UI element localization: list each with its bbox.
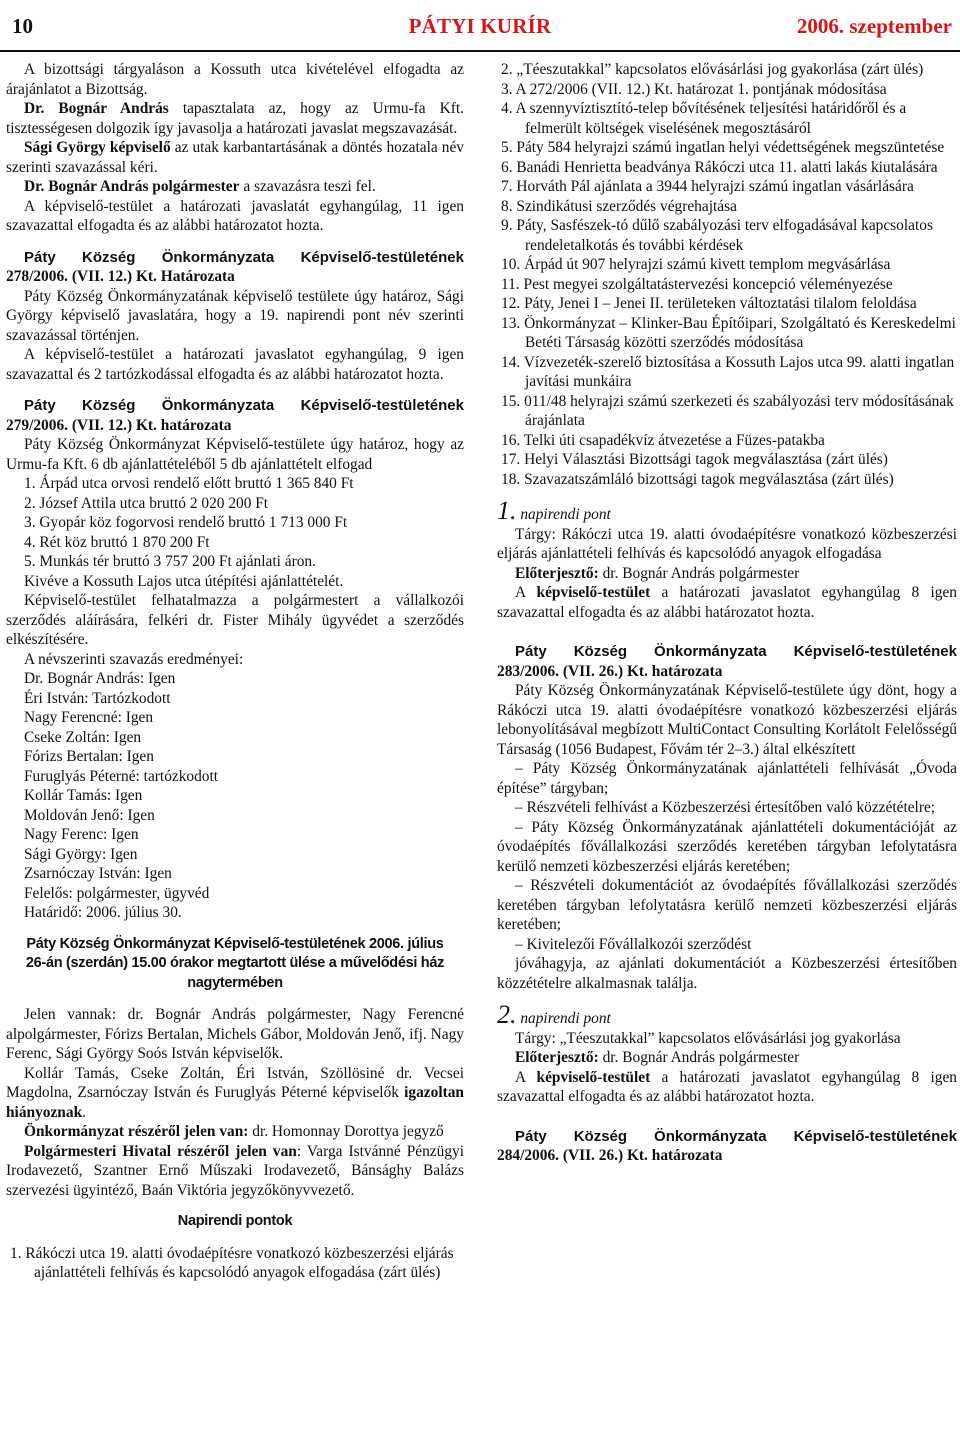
paragraph: Dr. Bognár András polgármester a szavazásra teszi fel. bbox=[24, 178, 376, 195]
paragraph: Sági György képviselő az utak karbantartásának a döntés hozatala név szerinti szavazással kéri. bbox=[6, 139, 465, 176]
vote-line: Fórizs Bertalan: Igen bbox=[24, 748, 154, 765]
left-column bbox=[6, 60, 464, 1283]
offer-item: 5. Munkás tér bruttó 3 757 200 Ft ajánlati áron. bbox=[24, 553, 316, 570]
agenda-item: 3. A 272/2006 (VII. 12.) Kt. határozat 1. pontjának módosítása bbox=[501, 80, 887, 98]
agenda-item: 13. Önkormányzat – Klinker-Bau Építőipari, Szolgáltató és Kereskedelmi Betéti Társaság közötti szerződés módosítása bbox=[501, 314, 956, 351]
vote-line: Nagy Ferenc: Igen bbox=[24, 826, 139, 843]
newspaper-title: PÁTYI KURÍR bbox=[408, 14, 552, 38]
attendance-office: Polgármesteri Hivatal részéről jelen van: Varga Istvánné Pénzügyi Irodavezető, Szantner Ernő Műszaki Irodavezető, Bánsághy Balázs szervezési ügyintéző, Baán Viktória jegyzőkönyvvezető. bbox=[6, 1142, 464, 1199]
resolution-item: – Részvételi dokumentációt az óvodaépítés fővállalkozási szerződés keretében tárgyban lefolytatásra kerülő nemzeti közbeszerzési eljárás keretében; bbox=[497, 877, 957, 933]
agenda-item: 10. Árpád út 907 helyrajzi számú kivett templom megvásárlása bbox=[501, 256, 891, 273]
agenda-item: 6. Banádi Henrietta beadványa Rákóczi utca 11. alatti lakás kiutalására bbox=[501, 158, 938, 176]
vote-line: Dr. Bognár András: Igen bbox=[24, 670, 176, 687]
deadline: Határidő: 2006. július 30. bbox=[24, 904, 182, 921]
agenda-heading-2: 2. napirendi pont bbox=[497, 1000, 611, 1029]
issue-date: 2006. szeptember bbox=[796, 14, 952, 38]
resolution-number: 284/2006. (VII. 26.) Kt. határozata bbox=[497, 1147, 723, 1164]
vote-line: Nagy Ferencné: Igen bbox=[24, 709, 154, 726]
vote-line: Zsarnóczay István: Igen bbox=[24, 865, 172, 882]
meeting-title: Páty Község Önkormányzat Képviselő-testületének 2006. július 26-án (szerdán) 15.00 órakor megtartott ülése a művelődési ház nagytermében bbox=[25, 935, 445, 991]
paragraph: Képviselő-testület felhatalmazza a polgármestert a vállalkozói szerződés aláírására, felkéri dr. Fister Mihály ügyvédet a szerződés elkészítésére. bbox=[6, 592, 464, 648]
resolution-text: jóváhagyja, az ajánlati dokumentációt a Közbeszerzési értesítőben közzétételre alkalmasnak találja. bbox=[497, 955, 957, 992]
offer-item: 4. Rét köz bruttó 1 870 200 Ft bbox=[24, 533, 210, 551]
header-rule bbox=[0, 50, 960, 52]
agenda-heading-1: 1. napirendi pont bbox=[497, 496, 611, 525]
attendance-present: Jelen vannak: dr. Bognár András polgármester, Nagy Ferencné alpolgármester, Fórizs Bertalan, Michels Gábor, Moldován Jenő, ifj. Nagy Ferenc, Sági György Soós István képviselők. bbox=[6, 1006, 464, 1062]
vote-result: A képviselő-testület a határozati javaslatot egyhangúlag 8 igen szavazattal elfogadta és az alábbi határozatot hozta. bbox=[497, 584, 957, 621]
right-column bbox=[497, 60, 957, 1166]
resolution-title: Páty Község Önkormányzata Képviselő-testületének bbox=[515, 643, 957, 660]
resolution-number: 279/2006. (VII. 12.) Kt. határozata bbox=[6, 416, 232, 434]
responsible: Felelős: polgármester, ügyvéd bbox=[24, 884, 210, 902]
agenda-item: 2. „Téeszutakkal” kapcsolatos elővásárlási jog gyakorlása (zárt ülés) bbox=[501, 61, 924, 78]
agenda-item: 16. Telki úti csapadékvíz átvezetése a Füzes-patakba bbox=[501, 431, 825, 449]
vote-line: Cseke Zoltán: Igen bbox=[24, 728, 142, 746]
offer-item: 3. Gyopár köz fogorvosi rendelő bruttó 1 713 000 Ft bbox=[24, 514, 348, 531]
agenda-list bbox=[6, 1244, 464, 1283]
resolution-title: Páty Község Önkormányzata Képviselő-testületének bbox=[24, 248, 464, 266]
subject: Tárgy: Rákóczi utca 19. alatti óvodaépítésre vonatkozó közbeszerzési eljárás ajánlattételi felhívás és kapcsolódó anyagok elfogadása bbox=[497, 525, 957, 562]
resolution-number: 283/2006. (VII. 26.) Kt. határozata bbox=[497, 662, 723, 680]
resolution-item: – Páty Község Önkormányzatának ajánlattételi felhívását „Óvoda építése” tárgyban; bbox=[497, 760, 957, 797]
agenda-item: 9. Páty, Sasfészek-tó dűlő szabályozási terv elfogadásával kapcsolatos rendeletalkotás és további kérdések bbox=[501, 217, 933, 254]
agenda-item: 8. Szindikátusi szerződés végrehajtása bbox=[501, 197, 737, 215]
agenda-item: 12. Páty, Jenei I – Jenei II. területeken változtatási tilalom feloldása bbox=[501, 295, 917, 312]
vote-header: A névszerinti szavazás eredményei: bbox=[24, 650, 244, 668]
resolution-text: Páty Község Önkormányzatának Képviselő-testülete úgy dönt, hogy a Rákóczi utca 19. alatti óvodaépítésre vonatkozó közbeszerzési eljárás lebonyolításával megbízott MultiContact Consulting Korlátolt Felelősségű Társaság (1056 Budapest, Fővám tér 2–3.) által elkészített bbox=[497, 682, 957, 758]
resolution-item: – Kivitelezői Fővállalkozói szerződést bbox=[515, 935, 752, 953]
resolution-item: – Páty Község Önkormányzatának ajánlattételi dokumentációját az óvodaépítés fővállalkozási szerződés keretében tárgyban lefolytatásra kerülő nemzeti közbeszerzési eljárás keretében; bbox=[497, 818, 957, 875]
agenda-list bbox=[497, 60, 957, 489]
agenda-item: 1. Rákóczi utca 19. alatti óvodaépítésre vonatkozó közbeszerzési eljárás ajánlattételi felhívás és kapcsolódó anyagok elfogadása (zárt ülés) bbox=[10, 1244, 454, 1281]
paragraph: A képviselő-testület a határozati javaslatát egyhangúlag, 11 igen szavazattal elfogadta és az alábbi határozatot hozta. bbox=[6, 197, 464, 234]
vote-line: Moldován Jenő: Igen bbox=[24, 806, 155, 824]
vote-line: Sági György: Igen bbox=[24, 845, 138, 863]
vote-result: A képviselő-testület a határozati javaslatot egyhangúlag, 9 igen szavazattal és 2 tartózkodással elfogadta és az alábbi határozatot hozta. bbox=[6, 346, 464, 383]
attendance-absent: Kollár Tamás, Cseke Zoltán, Éri István, Szöllösiné dr. Vecsei Magdolna, Zsarnóczay István és Furuglyás Péterné képviselők igazoltan hiányoznak. bbox=[6, 1064, 464, 1121]
paragraph: A bizottsági tárgyaláson a Kossuth utca kivételével elfogadta az árajánlatot a Bizottság. bbox=[6, 61, 464, 98]
agenda-item: 11. Pest megyei szolgáltatástervezési koncepció véleményezése bbox=[501, 275, 893, 293]
presenter: Előterjesztő: dr. Bognár András polgármester bbox=[515, 564, 800, 582]
agenda-item: 18. Szavazatszámláló bizottsági tagok megválasztása (zárt ülés) bbox=[501, 470, 894, 488]
vote-line: Furuglyás Péterné: tartózkodott bbox=[24, 767, 219, 785]
attendance-government: Önkormányzat részéről jelen van: dr. Homonnay Dorottya jegyző bbox=[24, 1123, 444, 1140]
paragraph: Kivéve a Kossuth Lajos utca útépítési ajánlattételét. bbox=[24, 572, 344, 590]
agenda-item: 4. A szennyvíztisztító-telep bővítésének teljesítési határidőről és a felmerült költségek viselésének megosztásáról bbox=[501, 100, 907, 137]
vote-result: A képviselő-testület a határozati javaslatot egyhangúlag 8 igen szavazattal elfogadta és az alábbi határozatot hozta. bbox=[497, 1068, 957, 1105]
paragraph: Dr. Bognár András tapasztalata az, hogy az Urmu-fa Kft. tisztességesen dolgozik így javasolja a határozati javaslat megszavazását. bbox=[6, 100, 464, 137]
page-number: 10 bbox=[12, 14, 33, 38]
offer-item: 2. József Attila utca bruttó 2 020 200 Ft bbox=[24, 494, 269, 512]
resolution-item: – Részvételi felhívást a Közbeszerzési értesítőben való közzétételre; bbox=[515, 799, 936, 816]
resolution-text: Páty Község Önkormányzatának képviselő testülete úgy határoz, Sági György képviselő javaslatára, hogy a 19. napirendi pont név szerinti szavazással történjen. bbox=[6, 287, 464, 344]
vote-line: Kollár Tamás: Igen bbox=[24, 787, 143, 804]
resolution-title: Páty Község Önkormányzata Képviselő-testületének bbox=[24, 397, 464, 414]
subject: Tárgy: „Téeszutakkal” kapcsolatos elővásárlási jog gyakorlása bbox=[515, 1029, 901, 1047]
agenda-item: 7. Horváth Pál ajánlata a 3944 helyrajzi számú ingatlan vásárlására bbox=[501, 178, 914, 195]
agenda-item: 14. Vízvezeték-szerelő biztosítása a Kossuth Lajos utca 99. alatti ingatlan javítási munkáira bbox=[501, 353, 955, 390]
agenda-title: Napirendi pontok bbox=[177, 1213, 293, 1229]
resolution-number: 278/2006. (VII. 12.) Kt. Határozata bbox=[6, 268, 235, 285]
agenda-item: 15. 011/48 helyrajzi számú szerkezeti és szabályozási terv módosításának árajánlata bbox=[501, 392, 954, 429]
offer-item: 1. Árpád utca orvosi rendelő előtt bruttó 1 365 840 Ft bbox=[24, 475, 354, 492]
presenter: Előterjesztő: dr. Bognár András polgármester bbox=[515, 1049, 800, 1066]
resolution-text: Páty Község Önkormányzat Képviselő-testülete úgy határoz, hogy az Urmu-fa Kft. 6 db ajánlattételéből 5 db ajánlattételt elfogad bbox=[6, 436, 464, 473]
agenda-item: 5. Páty 584 helyrajzi számú ingatlan helyi védettségének megszüntetése bbox=[501, 139, 945, 156]
agenda-item: 17. Helyi Választási Bizottsági tagok megválasztása (zárt ülés) bbox=[501, 451, 888, 468]
resolution-title: Páty Község Önkormányzata Képviselő-testületének bbox=[515, 1127, 957, 1145]
vote-line: Éri István: Tartózkodott bbox=[24, 689, 171, 707]
page-header bbox=[0, 0, 960, 48]
